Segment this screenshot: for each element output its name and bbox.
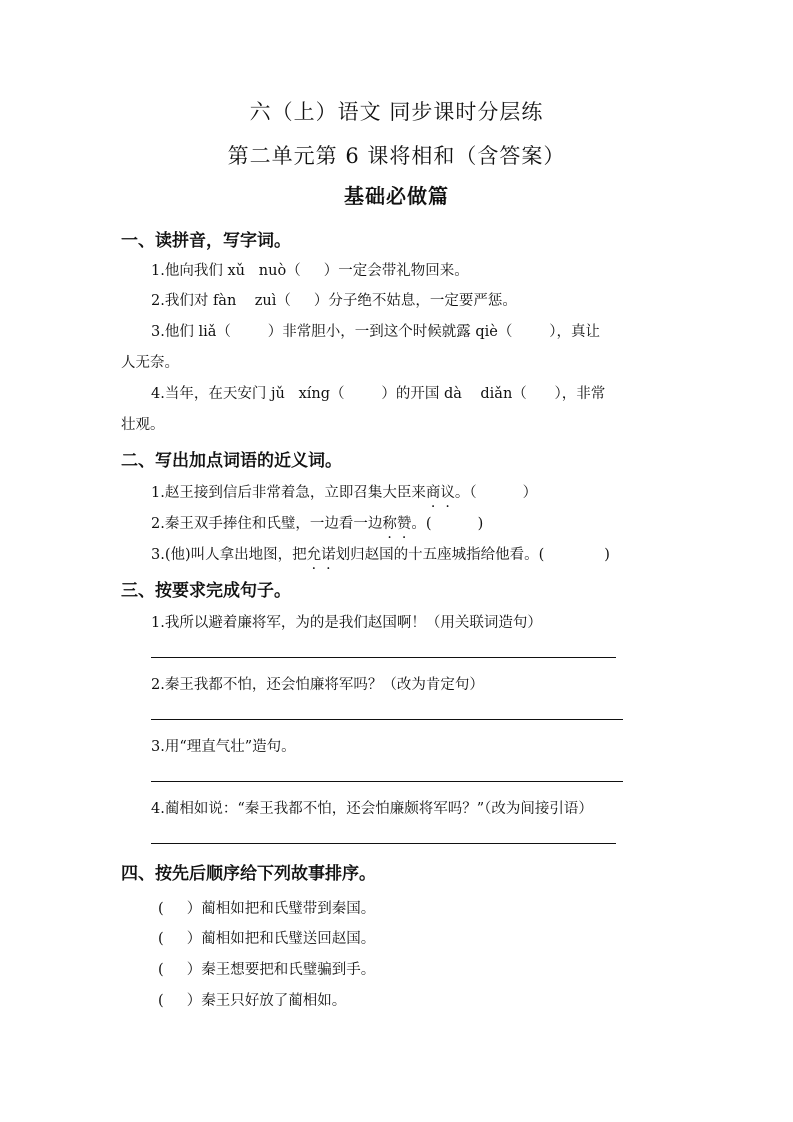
section-4-heading: 四、按先后顺序给下列故事排序。 — [121, 864, 376, 884]
s2-question-1 — [151, 481, 537, 502]
page-title: 六（上）语文 同步课时分层练 — [249, 100, 544, 124]
s4-item-1: ( ）蔺相如把和氏璧带到秦国。 — [158, 901, 376, 917]
s3-answer-line-1[interactable] — [151, 657, 616, 658]
section-2-heading: 二、写出加点词语的近义词。 — [121, 451, 342, 471]
s3-answer-line-2[interactable] — [151, 719, 623, 720]
s2-question-3 — [151, 543, 610, 564]
s2-q3-blank: 划归赵国的十五座城指给他看。( ) — [335, 547, 610, 563]
s4-item-3: ( ）秦王想要把和氏璧骗到手。 — [158, 962, 376, 978]
section-1-heading: 一、读拼音，写字词。 — [121, 231, 291, 251]
s2-q2-dotted-char-1: 称 — [382, 516, 397, 532]
s2-q1-text: 1.赵王接到信后非常着急，立即召集大臣来 — [151, 485, 426, 501]
s1-question-2: 2.我们对 fàn zuì（ ）分子绝不姑息，一定要严惩。 — [151, 293, 517, 309]
s1-question-4-cont: 壮观。 — [121, 417, 165, 433]
s1-question-4: 4.当年，在天安门 jǔ xíng（ ）的开国 dà diǎn（ ），非常 — [151, 386, 606, 402]
s3-answer-line-3[interactable] — [151, 781, 623, 782]
s2-q3-text: 3.(他)叫人拿出地图，把 — [151, 547, 307, 563]
s3-question-1: 1.我所以避着廉将军，为的是我们赵国啊！（用关联词造句） — [151, 615, 542, 631]
s2-q1-dotted-char-2: 议 — [440, 485, 455, 501]
s4-item-2: ( ）蔺相如把和氏璧送回赵国。 — [158, 931, 376, 947]
s3-question-3: 3.用“理直气壮”造句。 — [151, 739, 296, 755]
s1-question-3: 3.他们 liǎ（ ）非常胆小，一到这个时候就露 qiè（ ），真让 — [151, 324, 600, 340]
s2-q3-dotted-char-2: 诺 — [321, 547, 336, 563]
s2-q2-text: 2.秦王双手捧住和氏璧，一边看一边 — [151, 516, 383, 532]
s1-question-3-cont: 人无奈。 — [121, 355, 179, 371]
s2-question-2 — [151, 512, 483, 533]
s3-question-2: 2.秦王我都不怕，还会怕廉将军吗？（改为肯定句） — [151, 677, 484, 693]
section-group-title: 基础必做篇 — [344, 184, 449, 208]
lesson-title: 第二单元第 6 课将相和（含答案） — [227, 144, 566, 168]
s3-question-4: 4.蔺相如说：“秦王我都不怕，还会怕廉颇将军吗？”（改为间接引语） — [151, 801, 593, 817]
s2-q1-blank: 。（ ） — [454, 485, 538, 501]
s4-item-4: ( ）秦王只好放了蔺相如。 — [158, 993, 347, 1009]
s2-q1-dotted-char-1: 商 — [425, 485, 441, 501]
s2-q2-blank: 。( ) — [411, 516, 484, 532]
s3-answer-line-4[interactable] — [151, 843, 616, 844]
s1-question-1: 1.他向我们 xǔ nuò（ ）一定会带礼物回来。 — [151, 263, 469, 279]
s2-q3-dotted-char-1: 允 — [306, 547, 322, 563]
s2-q2-dotted-char-2: 赞 — [396, 516, 412, 532]
section-3-heading: 三、按要求完成句子。 — [121, 581, 291, 601]
